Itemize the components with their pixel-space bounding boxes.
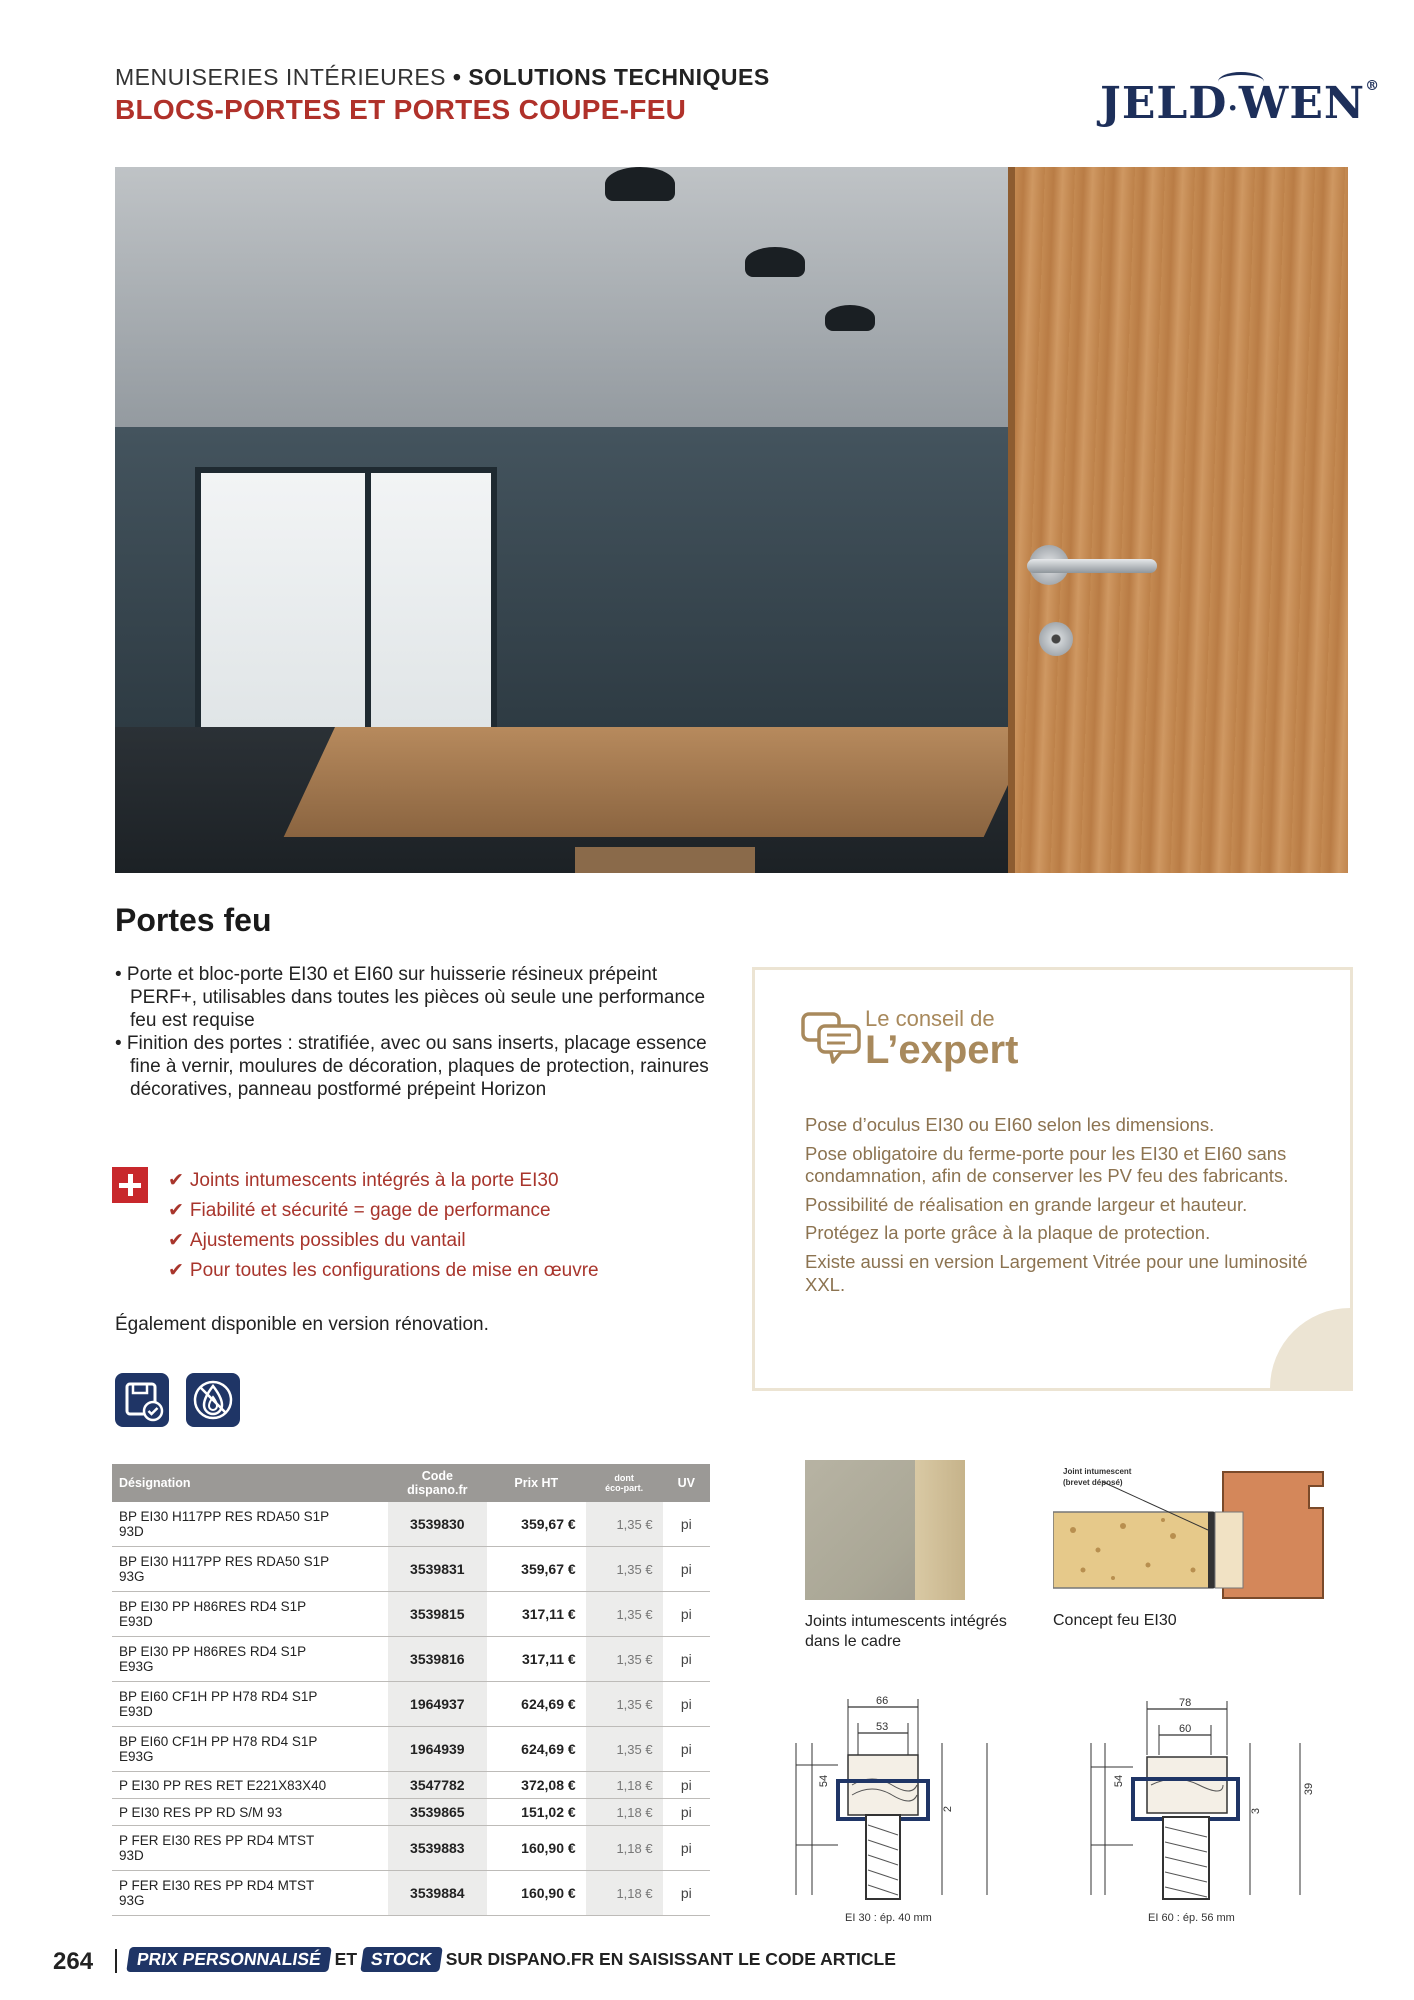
- brand-logo: JELD·WEN®: [1100, 78, 1380, 129]
- cell-price: 624,69 €: [487, 1682, 586, 1727]
- dim-label: 78: [1179, 1697, 1192, 1709]
- advantage-item: ✔ Joints intumescents intégrés à la porte EI30: [168, 1170, 559, 1191]
- table-row: [112, 1826, 710, 1871]
- cell-eco: 1,35 €: [586, 1592, 663, 1637]
- ei30-cross-section: [782, 1695, 1007, 1905]
- cell-uv: pi: [663, 1826, 710, 1871]
- wood-door: [1015, 167, 1348, 873]
- col-uv: UV: [663, 1464, 710, 1502]
- check-icon: ✔: [168, 1230, 184, 1251]
- speech-bubble-icon: [801, 1010, 863, 1071]
- floppy-check-icon: [115, 1373, 169, 1427]
- cell-eco: 1,18 €: [586, 1826, 663, 1871]
- cell-uv: pi: [663, 1682, 710, 1727]
- check-icon: ✔: [168, 1260, 184, 1281]
- page-number: 264: [53, 1948, 94, 1975]
- cell-designation: P EI30 RES PP RD S/M 93: [112, 1799, 388, 1826]
- cell-designation: P EI30 PP RES RET E221X83X40: [112, 1772, 388, 1799]
- cell-uv: pi: [663, 1727, 710, 1772]
- feature-bullets: [115, 963, 715, 1101]
- logo-swoosh-icon: [1218, 72, 1264, 91]
- dim-label: 66: [876, 1695, 889, 1707]
- pendant-lamp-icon: [745, 247, 805, 277]
- cell-uv: pi: [663, 1502, 710, 1547]
- cell-designation: P FER EI30 RES PP RD4 MTST 93G: [112, 1871, 388, 1916]
- cell-designation: BP EI60 CF1H PP H78 RD4 S1P E93G: [112, 1727, 388, 1772]
- dim-label: 53: [876, 1721, 889, 1733]
- cell-designation: BP EI30 H117PP RES RDA50 S1P 93D: [112, 1502, 388, 1547]
- table-row: [112, 1637, 710, 1682]
- concept-feu-diagram: [1053, 1467, 1338, 1605]
- check-icon: ✔: [168, 1170, 184, 1191]
- ei60-caption: EI 60 : ép. 56 mm: [1148, 1912, 1235, 1924]
- advantage-item: ✔ Ajustements possibles du vantail: [168, 1230, 466, 1251]
- col-prix: Prix HT: [487, 1464, 586, 1502]
- renovation-note: Également disponible en version rénovation.: [115, 1314, 489, 1335]
- footer-pill-price: PRIX PERSONNALISÉ: [126, 1947, 331, 1972]
- joints-caption: Joints intumescents intégrés dans le cadre: [805, 1613, 1007, 1650]
- table-header-row: [112, 1464, 710, 1502]
- expert-paragraph: Pose d’oculus EI30 ou EI60 selon les dimensions.: [805, 1114, 1215, 1135]
- table-row: [112, 1727, 710, 1772]
- col-eco: dont éco-part.: [586, 1464, 663, 1502]
- expert-advice-text: [805, 1114, 1315, 1302]
- ei30-caption: EI 30 : ép. 40 mm: [845, 1912, 932, 1924]
- concept-note: Joint intumescent (brevet déposé): [1063, 1467, 1132, 1487]
- expert-title: L’expert: [865, 1028, 1019, 1072]
- cell-code: 3539883: [388, 1826, 487, 1871]
- pendant-lamp-icon: [605, 167, 675, 201]
- cell-price: 624,69 €: [487, 1727, 586, 1772]
- plus-icon: [112, 1167, 148, 1203]
- cell-eco: 1,18 €: [586, 1799, 663, 1826]
- cell-uv: pi: [663, 1547, 710, 1592]
- concept-caption: Concept feu EI30: [1053, 1612, 1177, 1629]
- cell-designation: BP EI30 PP H86RES RD4 S1P E93D: [112, 1592, 388, 1637]
- cell-code: 3539884: [388, 1871, 487, 1916]
- table-row: [112, 1682, 710, 1727]
- ei60-cross-section: [1085, 1695, 1325, 1905]
- dim-label: 54: [1113, 1774, 1126, 1788]
- bullet-item: • Finition des portes : stratifiée, avec ou sans inserts, placage essence fine à vernir, moulures de décoration, plaques de protection, rainures décoratives, panneau postformé prépeint Horizon: [115, 1033, 709, 1100]
- cell-eco: 1,35 €: [586, 1502, 663, 1547]
- cell-eco: 1,35 €: [586, 1727, 663, 1772]
- cell-price: 317,11 €: [487, 1592, 586, 1637]
- cell-designation: BP EI30 PP H86RES RD4 S1P E93G: [112, 1637, 388, 1682]
- cell-price: 151,02 €: [487, 1799, 586, 1826]
- section-title: Portes feu: [115, 902, 272, 938]
- table-row: [112, 1772, 710, 1799]
- col-designation: Désignation: [112, 1464, 388, 1502]
- window: [195, 467, 497, 749]
- expert-paragraph: Protégez la porte grâce à la plaque de protection.: [805, 1222, 1211, 1244]
- footer-pill-stock: STOCK: [360, 1947, 442, 1972]
- cell-eco: 1,18 €: [586, 1871, 663, 1916]
- bullet-item: • Porte et bloc-porte EI30 et EI60 sur huisserie résineux prépeint PERF+, utilisables dans toutes les pièces où seule une performance feu est requise: [115, 964, 706, 1031]
- keyhole-icon: [1039, 622, 1073, 656]
- expert-kicker: Le conseil de: [865, 1006, 995, 1031]
- intumescent-joint-photo: [805, 1460, 965, 1600]
- footer-banner: PRIX PERSONNALISÉ ET STOCK SUR DISPANO.FR EN SAISISSANT LE CODE ARTICLE: [128, 1947, 896, 1972]
- cell-code: 3539815: [388, 1592, 487, 1637]
- cell-code: 1964939: [388, 1727, 487, 1772]
- door-handle: [1027, 559, 1157, 573]
- dim-label: 2: [942, 1805, 955, 1813]
- dim-label: 60: [1179, 1723, 1192, 1735]
- cell-uv: pi: [663, 1799, 710, 1826]
- expert-paragraph: Pose obligatoire du ferme-porte pour les EI30 et EI60 sans condamnation, afin de conserver les PV feu des fabricants.: [805, 1142, 1289, 1187]
- table-row: [112, 1592, 710, 1637]
- header-category: MENUISERIES INTÉRIEURES • SOLUTIONS TECHNIQUES: [115, 64, 770, 90]
- cell-code: 3547782: [388, 1772, 487, 1799]
- check-icon: ✔: [168, 1200, 184, 1221]
- table-row: [112, 1871, 710, 1916]
- cell-code: 3539830: [388, 1502, 487, 1547]
- advantages-list: [168, 1166, 599, 1286]
- hero-photo-meeting-room: [115, 167, 1348, 873]
- col-code: Code dispano.fr: [388, 1464, 487, 1502]
- pendant-lamp-icon: [825, 305, 875, 331]
- cell-price: 160,90 €: [487, 1826, 586, 1871]
- cell-price: 359,67 €: [487, 1502, 586, 1547]
- cell-eco: 1,35 €: [586, 1637, 663, 1682]
- dim-label: 3: [1250, 1807, 1263, 1815]
- cell-price: 372,08 €: [487, 1772, 586, 1799]
- cell-code: 3539865: [388, 1799, 487, 1826]
- cell-code: 3539831: [388, 1547, 487, 1592]
- cell-eco: 1,35 €: [586, 1547, 663, 1592]
- cell-code: 3539816: [388, 1637, 487, 1682]
- cell-price: 160,90 €: [487, 1871, 586, 1916]
- cell-code: 1964937: [388, 1682, 487, 1727]
- cell-price: 359,67 €: [487, 1547, 586, 1592]
- table-row: [112, 1502, 710, 1547]
- expert-advice-box: [752, 967, 1353, 1391]
- cell-uv: pi: [663, 1772, 710, 1799]
- cell-uv: pi: [663, 1871, 710, 1916]
- expert-paragraph: Existe aussi en version Largement Vitrée pour une luminosité XXL.: [805, 1250, 1308, 1295]
- cell-price: 317,11 €: [487, 1637, 586, 1682]
- table-row: [112, 1547, 710, 1592]
- cell-designation: BP EI30 H117PP RES RDA50 S1P 93G: [112, 1547, 388, 1592]
- cell-uv: pi: [663, 1637, 710, 1682]
- dim-label: 39: [1303, 1782, 1316, 1796]
- advantage-item: ✔ Pour toutes les configurations de mise en œuvre: [168, 1260, 599, 1281]
- page-separator: [115, 1949, 117, 1973]
- cell-eco: 1,35 €: [586, 1682, 663, 1727]
- conference-table: [284, 727, 1035, 837]
- cell-designation: BP EI60 CF1H PP H78 RD4 S1P E93D: [112, 1682, 388, 1727]
- expert-paragraph: Possibilité de réalisation en grande largeur et hauteur.: [805, 1193, 1248, 1215]
- cell-uv: pi: [663, 1592, 710, 1637]
- water-flame-icon: [186, 1373, 240, 1427]
- advantage-item: ✔ Fiabilité et sécurité = gage de performance: [168, 1200, 551, 1221]
- dim-label: 54: [818, 1774, 831, 1788]
- page-title: BLOCS-PORTES ET PORTES COUPE-FEU: [115, 94, 687, 125]
- cell-designation: P FER EI30 RES PP RD4 MTST 93D: [112, 1826, 388, 1871]
- cell-eco: 1,18 €: [586, 1772, 663, 1799]
- table-body: [112, 1502, 710, 1916]
- table-row: [112, 1799, 710, 1826]
- price-table: [112, 1464, 710, 1916]
